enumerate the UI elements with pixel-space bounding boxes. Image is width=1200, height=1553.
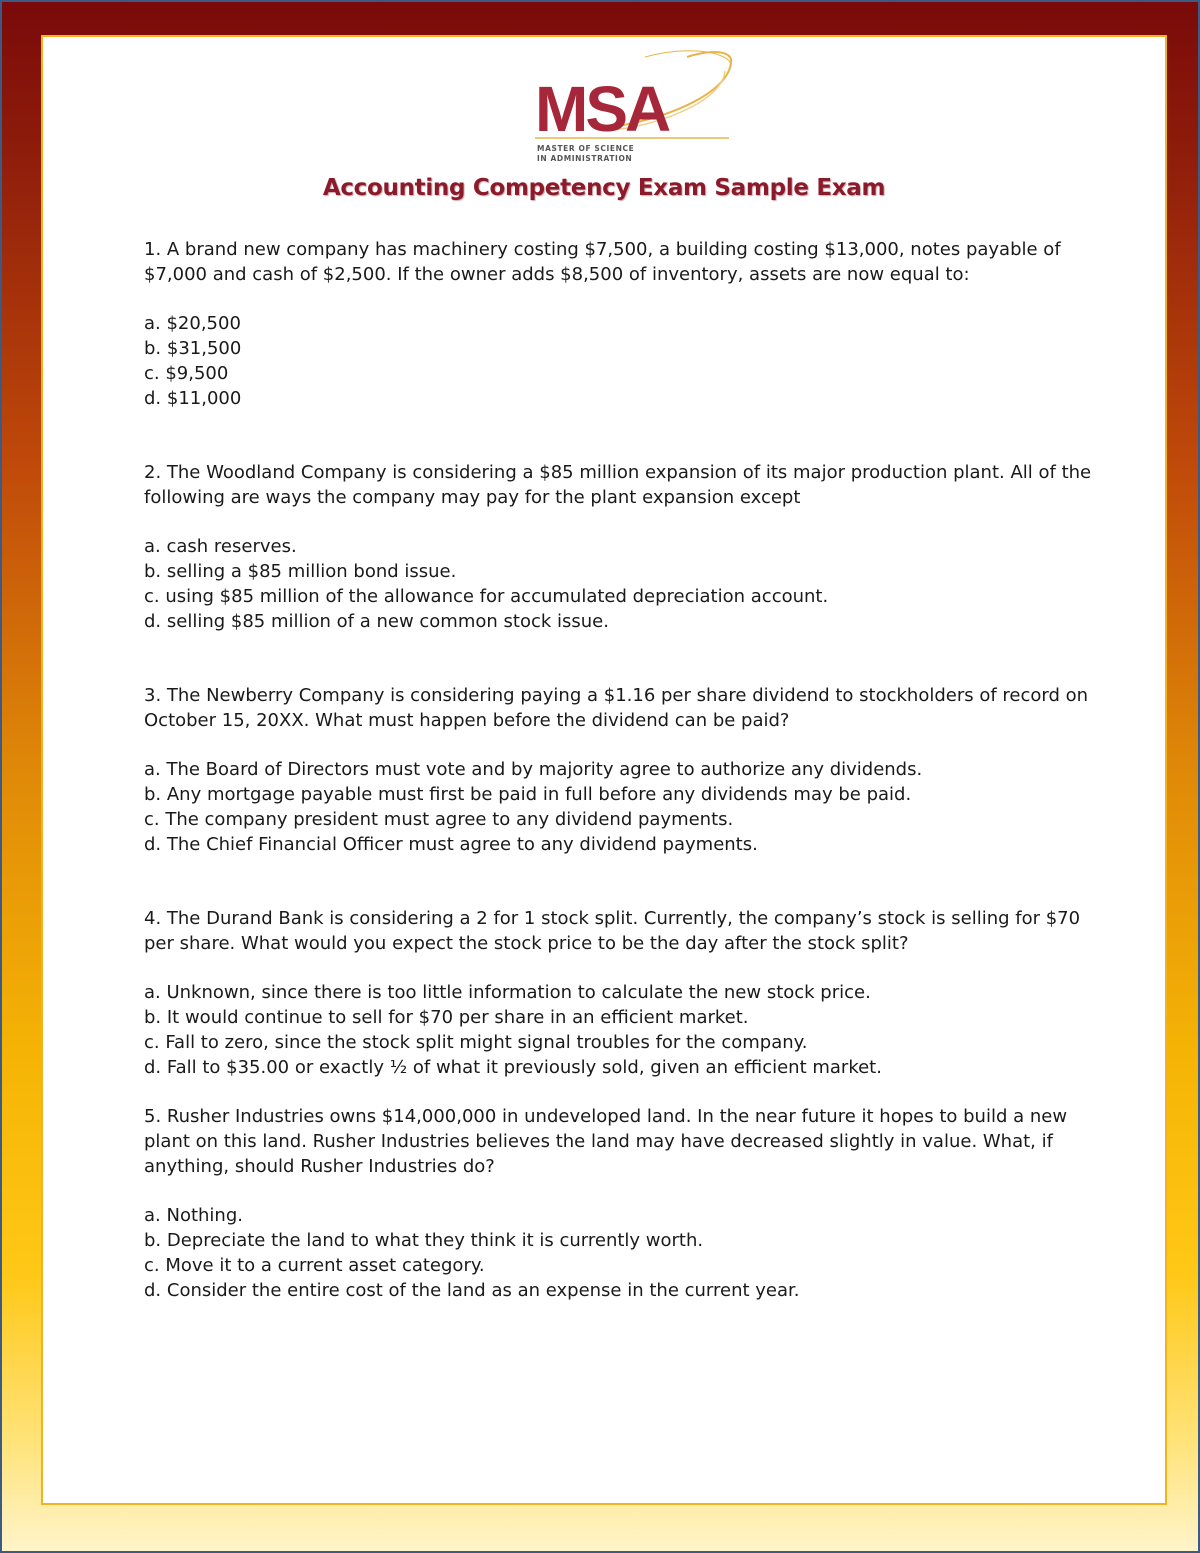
option-c: c. The company president must agree to any dividend payments. [144,809,734,830]
option-d: d. $11,000 [144,388,242,409]
option-a: a. Unknown, since there is too little information to calculate the new stock price. [144,982,871,1003]
option-a: a. cash reserves. [144,536,297,557]
option-d: d. The Chief Financial Officer must agree to any dividend payments. [144,834,758,855]
option-list [144,534,1104,634]
question-text: 3. The Newberry Company is considering paying a $1.16 per share dividend to stockholders of record on October 15, 20XX. What must happen before the dividend can be paid? [144,685,1089,731]
option-b: b. Depreciate the land to what they think it is currently worth. [144,1230,704,1251]
option-list [144,1203,1104,1303]
option-list [144,311,1104,411]
option-a: a. The Board of Directors must vote and by majority agree to authorize any dividends. [144,759,923,780]
option-list [144,757,1104,857]
option-d: d. selling $85 million of a new common stock issue. [144,611,609,632]
logo-tagline-1: MASTER OF SCIENCE [537,144,635,153]
option-d: d. Fall to $35.00 or exactly ½ of what it previously sold, given an efficient market. [144,1057,882,1078]
question-text: 5. Rusher Industries owns $14,000,000 in undeveloped land. In the near future it hopes to build a new plant on this land. Rusher Industries believes the land may have decreased slightly in value. What, if anything, should Rusher Industries do? [144,1106,1068,1177]
option-b: b. $31,500 [144,338,242,359]
option-b: b. It would continue to sell for $70 per share in an efficient market. [144,1007,749,1028]
option-a: a. Nothing. [144,1205,243,1226]
option-c: c. Move it to a current asset category. [144,1255,485,1276]
question-text: 2. The Woodland Company is considering a $85 million expansion of its major production plant. All of the following are ways the company may pay for the plant expansion except [144,462,1092,508]
option-d: d. Consider the entire cost of the land as an expense in the current year. [144,1280,800,1301]
question-text: 4. The Durand Bank is considering a 2 for 1 stock split. Currently, the company’s stock is selling for $70 per share. What would you expect the stock price to be the day after the stock split? [144,908,1081,954]
option-b: b. Any mortgage payable must first be paid in full before any dividends may be paid. [144,784,912,805]
question-5 [144,1104,1104,1303]
msa-logo [495,49,755,169]
question-1 [144,237,1104,411]
option-a: a. $20,500 [144,313,241,334]
page-title: Accounting Competency Exam Sample Exam [322,175,886,201]
exam-sheet [41,35,1167,1505]
question-2 [144,460,1104,634]
option-list [144,980,1104,1080]
question-4 [144,906,1104,1080]
question-list [144,237,1104,1303]
option-c: c. $9,500 [144,363,229,384]
option-c: c. Fall to zero, since the stock split might signal troubles for the company. [144,1032,808,1053]
logo-wordmark: MSA [535,73,669,145]
option-c: c. using $85 million of the allowance for accumulated depreciation account. [144,586,829,607]
logo-tagline-2: IN ADMINISTRATION [537,154,633,163]
question-text: 1. A brand new company has machinery costing $7,500, a building costing $13,000, notes payable of $7,000 and cash of $2,500. If the owner adds $8,500 of inventory, assets are now equal to: [144,239,1061,285]
option-b: b. selling a $85 million bond issue. [144,561,457,582]
question-3 [144,683,1104,857]
